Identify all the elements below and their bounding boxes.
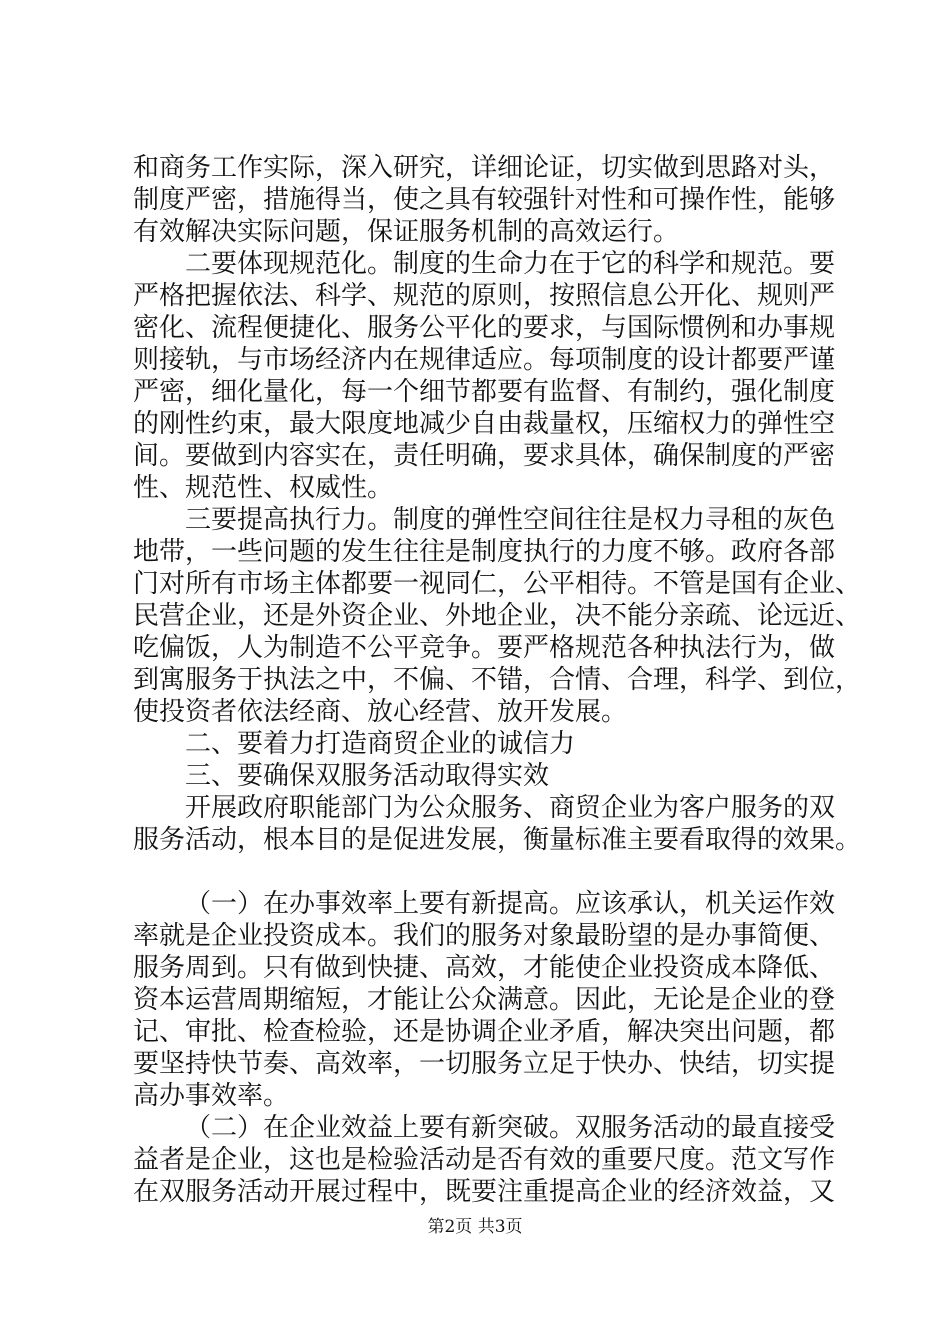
text-line: 和商务工作实际，深入研究，详细论证，切实做到思路对头， [133, 153, 836, 183]
text-line: 地带，一些问题的发生往往是制度执行的力度不够。政府各部 [133, 537, 836, 567]
paragraph [133, 888, 836, 1112]
text-line: 性、规范性、权威性。 [133, 473, 394, 503]
paragraph-gap [133, 856, 833, 888]
paragraph [133, 504, 862, 728]
text-line: 有效解决实际问题，保证服务机制的高效运行。 [133, 217, 680, 247]
text-line: 三、要确保双服务活动取得实效 [185, 761, 550, 791]
text-line: 则接轨，与市场经济内在规律适应。每项制度的设计都要严谨 [133, 345, 836, 375]
text-line: 的刚性约束，最大限度地减少自由裁量权，压缩权力的弹性空 [133, 409, 836, 439]
text-line: 服务活动，根本目的是促进发展，衡量标准主要看取得的效果。 [133, 825, 862, 855]
document-body [133, 152, 862, 1208]
text-line: 到寓服务于执法之中，不偏、不错，合情、合理，科学、到位， [133, 665, 862, 695]
text-line: 密化、流程便捷化、服务公平化的要求，与国际惯例和办事规 [133, 313, 836, 343]
text-line: 严密，细化量化，每一个细节都要有监督、有制约，强化制度 [133, 377, 836, 407]
text-line: 门对所有市场主体都要一视同仁，公平相待。不管是国有企业、 [133, 569, 862, 599]
text-line: （一）在办事效率上要有新提高。应该承认，机关运作效 [185, 889, 836, 919]
paragraph [133, 1112, 836, 1208]
text-line: 民营企业，还是外资企业、外地企业，决不能分亲疏、论远近、 [133, 601, 862, 631]
text-line: 记、审批、检查检验，还是协调企业矛盾，解决突出问题，都 [133, 1017, 836, 1047]
text-line: 二要体现规范化。制度的生命力在于它的科学和规范。要 [185, 249, 836, 279]
text-line: 资本运营周期缩短，才能让公众满意。因此，无论是企业的登 [133, 985, 836, 1015]
text-line: 二、要着力打造商贸企业的诚信力 [185, 729, 576, 759]
text-line: 在双服务活动开展过程中，既要注重提高企业的经济效益，又 [133, 1177, 836, 1207]
text-line: 严格把握依法、科学、规范的原则，按照信息公开化、规则严 [133, 281, 836, 311]
page-footer: 第2页 共3页 [427, 1217, 523, 1237]
text-line: 使投资者依法经商、放心经营、放开发展。 [133, 697, 628, 727]
paragraph [133, 152, 836, 248]
text-line: 三要提高执行力。制度的弹性空间往往是权力寻租的灰色 [185, 505, 836, 535]
text-line: 间。要做到内容实在，责任明确，要求具体，确保制度的严密 [133, 441, 836, 471]
text-line: 要坚持快节奏、高效率，一切服务立足于快办、快结，切实提 [133, 1049, 836, 1079]
text-line: 益者是企业，这也是检验活动是否有效的重要尺度。范文写作 [133, 1145, 836, 1175]
paragraph [133, 248, 836, 504]
paragraph [133, 792, 862, 856]
text-line: 制度严密，措施得当，使之具有较强针对性和可操作性，能够 [133, 185, 836, 215]
text-line: 开展政府职能部门为公众服务、商贸企业为客户服务的双 [185, 793, 836, 823]
paragraph [133, 728, 833, 760]
text-line: 高办事效率。 [133, 1081, 290, 1111]
paragraph [133, 760, 833, 792]
text-line: 吃偏饭，人为制造不公平竞争。要严格规范各种执法行为，做 [133, 633, 836, 663]
text-line: （二）在企业效益上要有新突破。双服务活动的最直接受 [185, 1113, 836, 1143]
text-line: 率就是企业投资成本。我们的服务对象最盼望的是办事简便、 [133, 921, 836, 951]
text-line: 服务周到。只有做到快捷、高效，才能使企业投资成本降低、 [133, 953, 836, 983]
